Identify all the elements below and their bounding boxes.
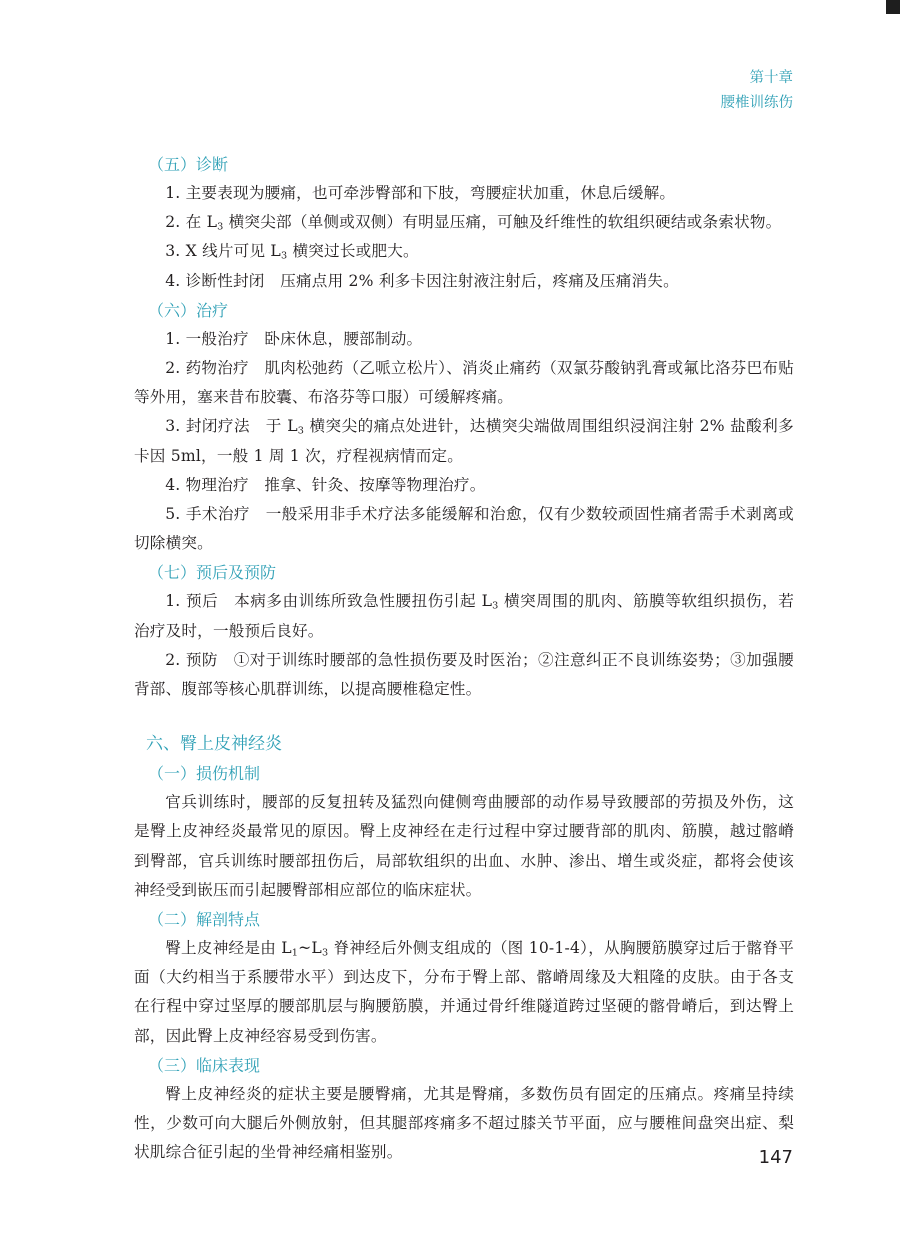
item-text: 肌肉松弛药（乙哌立松片）、消炎止痛药（双氯芬酸钠乳膏或氟比洛芬巴布贴等外用，塞来昔布胶囊、布洛芬等口服）可缓解疼痛。	[134, 359, 794, 407]
subscript: 3	[492, 600, 499, 612]
item-label: 2. 药物治疗	[165, 359, 249, 378]
diagnosis-item-3-b: 横突过长或肥大。	[287, 242, 419, 261]
heading-diagnosis: （五）诊断	[148, 155, 229, 174]
treatment-item-4	[134, 471, 794, 500]
item-text: 一般采用非手术疗法多能缓解和治愈，仅有少数较顽固性痛者需手术剥离或切除横突。	[134, 505, 794, 553]
treatment-item-1	[134, 325, 794, 354]
item-text: 推拿、针灸、按摩等物理治疗。	[264, 475, 486, 494]
item-label: 3. 封闭疗法	[165, 417, 250, 436]
treatment-item-5	[134, 500, 794, 558]
subscript: 1	[291, 947, 299, 959]
item-text-b: 横突尖的痛点处进针，达横突尖端做周围组织浸润注射 2% 盐酸利多卡因 5ml，一般 1 周 1 次，疗程视病情而定。	[134, 417, 794, 465]
chapter-title: 腰椎训练伤	[720, 95, 793, 111]
page-number: 147	[758, 1147, 793, 1168]
item-label: 1. 预后	[165, 592, 219, 611]
chapter-label: 第十章	[749, 70, 793, 86]
corner-mark	[886, 0, 900, 14]
item-label: 5. 手术治疗	[165, 505, 250, 524]
diagnosis-item-3	[134, 237, 794, 266]
anatomy-text-a: 臀上皮神经是由 L	[165, 939, 292, 958]
treatment-item-2	[134, 354, 794, 412]
heading-clinical: （三）临床表现	[148, 1055, 261, 1075]
heading-treatment: （六）治疗	[148, 300, 229, 320]
item-text: 压痛点用 2% 利多卡因注射液注射后，疼痛及压痛消失。	[280, 271, 679, 290]
page-content	[134, 150, 794, 1167]
item-label: 4. 物理治疗	[165, 475, 249, 494]
diagnosis-item-2	[134, 208, 794, 237]
diagnosis-item-3-a: 3. X 线片可见 L	[165, 242, 281, 261]
clinical-paragraph: 臀上皮神经炎的症状主要是腰臀痛，尤其是臀痛，多数伤员有固定的压痛点。疼痛呈持续性，少数可向大腿后外侧放射，但其腿部疼痛多不超过膝关节平面，应与腰椎间盘突出症、梨状肌综合征引起的坐骨神经痛相鉴别。	[134, 1084, 794, 1162]
heading-mechanism: （一）损伤机制	[148, 764, 261, 784]
prognosis-item-2	[134, 646, 794, 704]
subscript: 3	[280, 250, 288, 262]
mechanism-paragraph: 官兵训练时，腰部的反复扭转及猛烈向健侧弯曲腰部的动作易导致腰部的劳损及外伤，这是臀上皮神经炎最常见的原因。臀上皮神经在走行过程中穿过腰背部的肌肉、筋膜，越过髂嵴到臀部，官兵训练时腰部扭伤后，局部软组织的出血、水肿、渗出、增生或炎症，都将会使该神经受到嵌压而引起腰臀部相应部位的临床症状。	[134, 793, 794, 899]
anatomy-text-b: 脊神经后外侧支组成的（图 10-1-4），从胸腰筋膜穿过后于髂脊平面（大约相当于系腰带水平）到达皮下，分布于臀上部、髂嵴周缘及大粗隆的皮肤。由于各支在行程中穿过坚厚的腰部肌层与胸腰筋膜，并通过骨纤维隧道跨过坚硬的髂骨嵴后，到达臀上部，因此臀上皮神经容易受到伤害。	[134, 939, 794, 1045]
diagnosis-item-2-b: 横突尖部（单侧或双侧）有明显压痛，可触及纤维性的软组织硬结或条索状物。	[223, 213, 782, 232]
diagnosis-item-1: 1. 主要表现为腰痛，也可牵涉臀部和下肢，弯腰症状加重，休息后缓解。	[165, 184, 676, 202]
subscript: 3	[297, 425, 305, 437]
item-label: 4. 诊断性封闭	[165, 271, 265, 290]
diagnosis-item-4	[134, 267, 794, 296]
item-label: 1. 一般治疗	[165, 329, 249, 348]
running-head	[721, 66, 794, 116]
anatomy-text-mid: ~L	[298, 939, 322, 958]
prognosis-item-1	[134, 587, 794, 645]
item-text-a: 本病多由训练所致急性腰扭伤引起 L	[233, 592, 493, 611]
treatment-item-3	[134, 412, 794, 470]
anatomy-paragraph	[134, 934, 794, 1051]
item-text-b: 横突周围的肌肉、筋膜等软组织损伤，若治疗及时，一般预后良好。	[134, 592, 794, 640]
diagnosis-item-2-a: 2. 在 L	[165, 213, 218, 232]
item-text: ①对于训练时腰部的急性损伤要及时医治；②注意纠正不良训练姿势；③加强腰背部、腹部等核心肌群训练，以提高腰椎稳定性。	[134, 650, 794, 699]
section-heading: 六、臀上皮神经炎	[146, 734, 282, 755]
heading-anatomy: （二）解剖特点	[148, 910, 261, 930]
subscript: 3	[217, 221, 224, 233]
subscript: 3	[321, 947, 329, 959]
item-label: 2. 预防	[165, 650, 218, 669]
item-text-a: 于 L	[265, 417, 298, 436]
heading-prognosis: （七）预后及预防	[148, 563, 277, 583]
item-text: 卧床休息，腰部制动。	[264, 329, 423, 348]
